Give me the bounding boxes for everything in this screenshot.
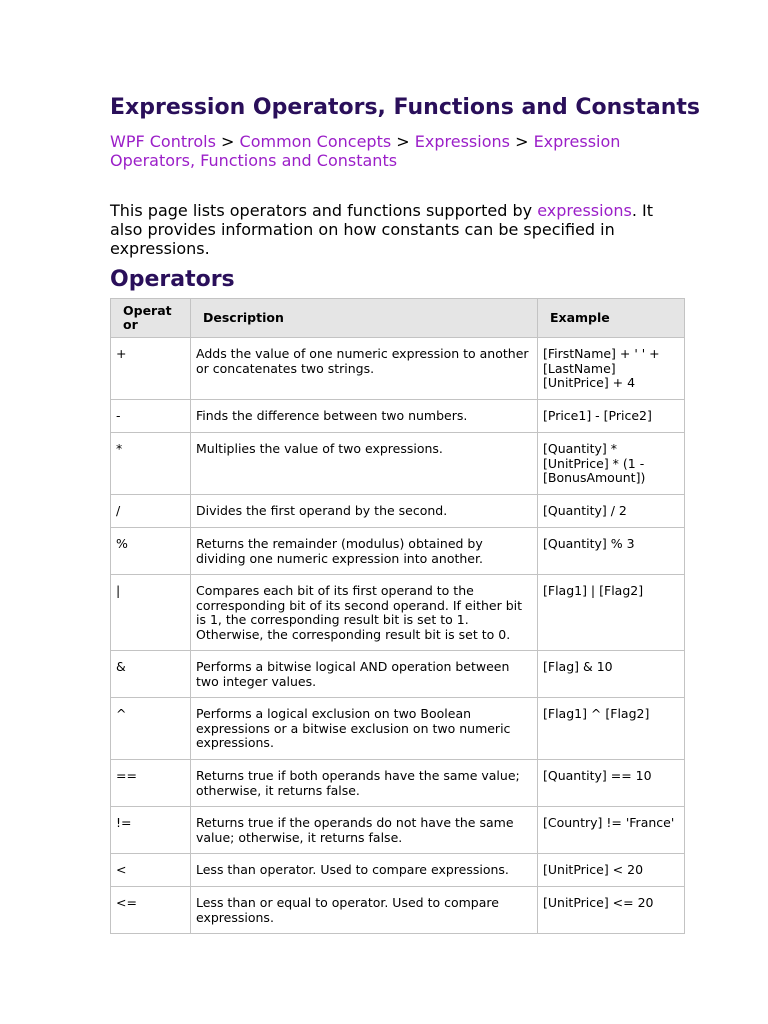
example-cell: [UnitPrice] < 20 (538, 854, 685, 887)
example-cell: [Flag] & 10 (538, 651, 685, 698)
operator-cell: ^ (111, 698, 191, 760)
description-cell: Returns true if both operands have the same value; otherwise, it returns false. (191, 760, 538, 807)
operators-heading: Operators (110, 267, 235, 292)
description-cell: Multiplies the value of two expressions. (191, 433, 538, 495)
operator-cell: | (111, 575, 191, 651)
description-cell: Divides the first operand by the second. (191, 495, 538, 528)
description-cell: Returns true if the operands do not have the same value; otherwise, it returns false. (191, 807, 538, 854)
breadcrumb-link-wpf-controls[interactable]: WPF Controls (110, 132, 216, 151)
column-header-operator-label: Operator (123, 303, 172, 332)
example-cell: [Flag1] ^ [Flag2] (538, 698, 685, 760)
breadcrumb-separator: > (515, 132, 529, 151)
operator-cell: + (111, 338, 191, 400)
breadcrumb-link-common-concepts[interactable]: Common Concepts (239, 132, 392, 151)
table-row (111, 698, 685, 760)
example-cell: [Quantity] * [UnitPrice] * (1 - [BonusAmount]) (538, 433, 685, 495)
intro-text-start: This page lists operators and functions supported by (110, 201, 538, 220)
description-cell: Performs a bitwise logical AND operation between two integer values. (191, 651, 538, 698)
page-title: Expression Operators, Functions and Constants (110, 95, 701, 120)
intro-paragraph (110, 201, 670, 258)
operator-cell: * (111, 433, 191, 495)
example-cell: [Quantity] / 2 (538, 495, 685, 528)
example-cell: [Country] != 'France' (538, 807, 685, 854)
table-row (111, 433, 685, 495)
operator-cell: < (111, 854, 191, 887)
table-row (111, 528, 685, 575)
operator-cell: / (111, 495, 191, 528)
description-cell: Finds the difference between two numbers. (191, 400, 538, 433)
table-row (111, 854, 685, 887)
operator-cell: % (111, 528, 191, 575)
table-row (111, 338, 685, 400)
breadcrumb (110, 132, 650, 170)
operator-cell: - (111, 400, 191, 433)
operators-table (110, 298, 685, 934)
operator-cell: == (111, 760, 191, 807)
description-cell: Compares each bit of its first operand to the corresponding bit of its second operand. If either bit is 1, the corresponding result bit is set to 1. Otherwise, the corresponding result bit is set to 0. (191, 575, 538, 651)
table-header-row (111, 299, 685, 338)
operator-cell: != (111, 807, 191, 854)
intro-text-end: . It also provides information on how constants can be specified in expressions. (110, 201, 653, 258)
table-row (111, 651, 685, 698)
table-row (111, 760, 685, 807)
description-cell: Adds the value of one numeric expression to another or concatenates two strings. (191, 338, 538, 400)
breadcrumb-separator: > (396, 132, 410, 151)
expressions-link[interactable]: expressions (537, 201, 632, 220)
table-row (111, 807, 685, 854)
description-cell: Returns the remainder (modulus) obtained by dividing one numeric expression into another. (191, 528, 538, 575)
breadcrumb-separator: > (221, 132, 235, 151)
example-cell: [Quantity] % 3 (538, 528, 685, 575)
column-header-operator (111, 299, 191, 338)
example-cell: [UnitPrice] <= 20 (538, 887, 685, 934)
description-cell: Less than or equal to operator. Used to compare expressions. (191, 887, 538, 934)
example-cell: [FirstName] + ' ' + [LastName] [UnitPrice] + 4 (538, 338, 685, 400)
breadcrumb-link-expressions[interactable]: Expressions (414, 132, 510, 151)
operator-cell: <= (111, 887, 191, 934)
table-row (111, 575, 685, 651)
table-row (111, 400, 685, 433)
column-header-example: Example (538, 299, 685, 338)
example-cell: [Flag1] | [Flag2] (538, 575, 685, 651)
table-row (111, 887, 685, 934)
operator-cell: & (111, 651, 191, 698)
description-cell: Less than operator. Used to compare expressions. (191, 854, 538, 887)
description-cell: Performs a logical exclusion on two Boolean expressions or a bitwise exclusion on two numeric expressions. (191, 698, 538, 760)
breadcrumb-link-current-page[interactable]: Expression Operators, Functions and Constants (110, 132, 621, 170)
column-header-description: Description (191, 299, 538, 338)
example-cell: [Price1] - [Price2] (538, 400, 685, 433)
table-row (111, 495, 685, 528)
example-cell: [Quantity] == 10 (538, 760, 685, 807)
